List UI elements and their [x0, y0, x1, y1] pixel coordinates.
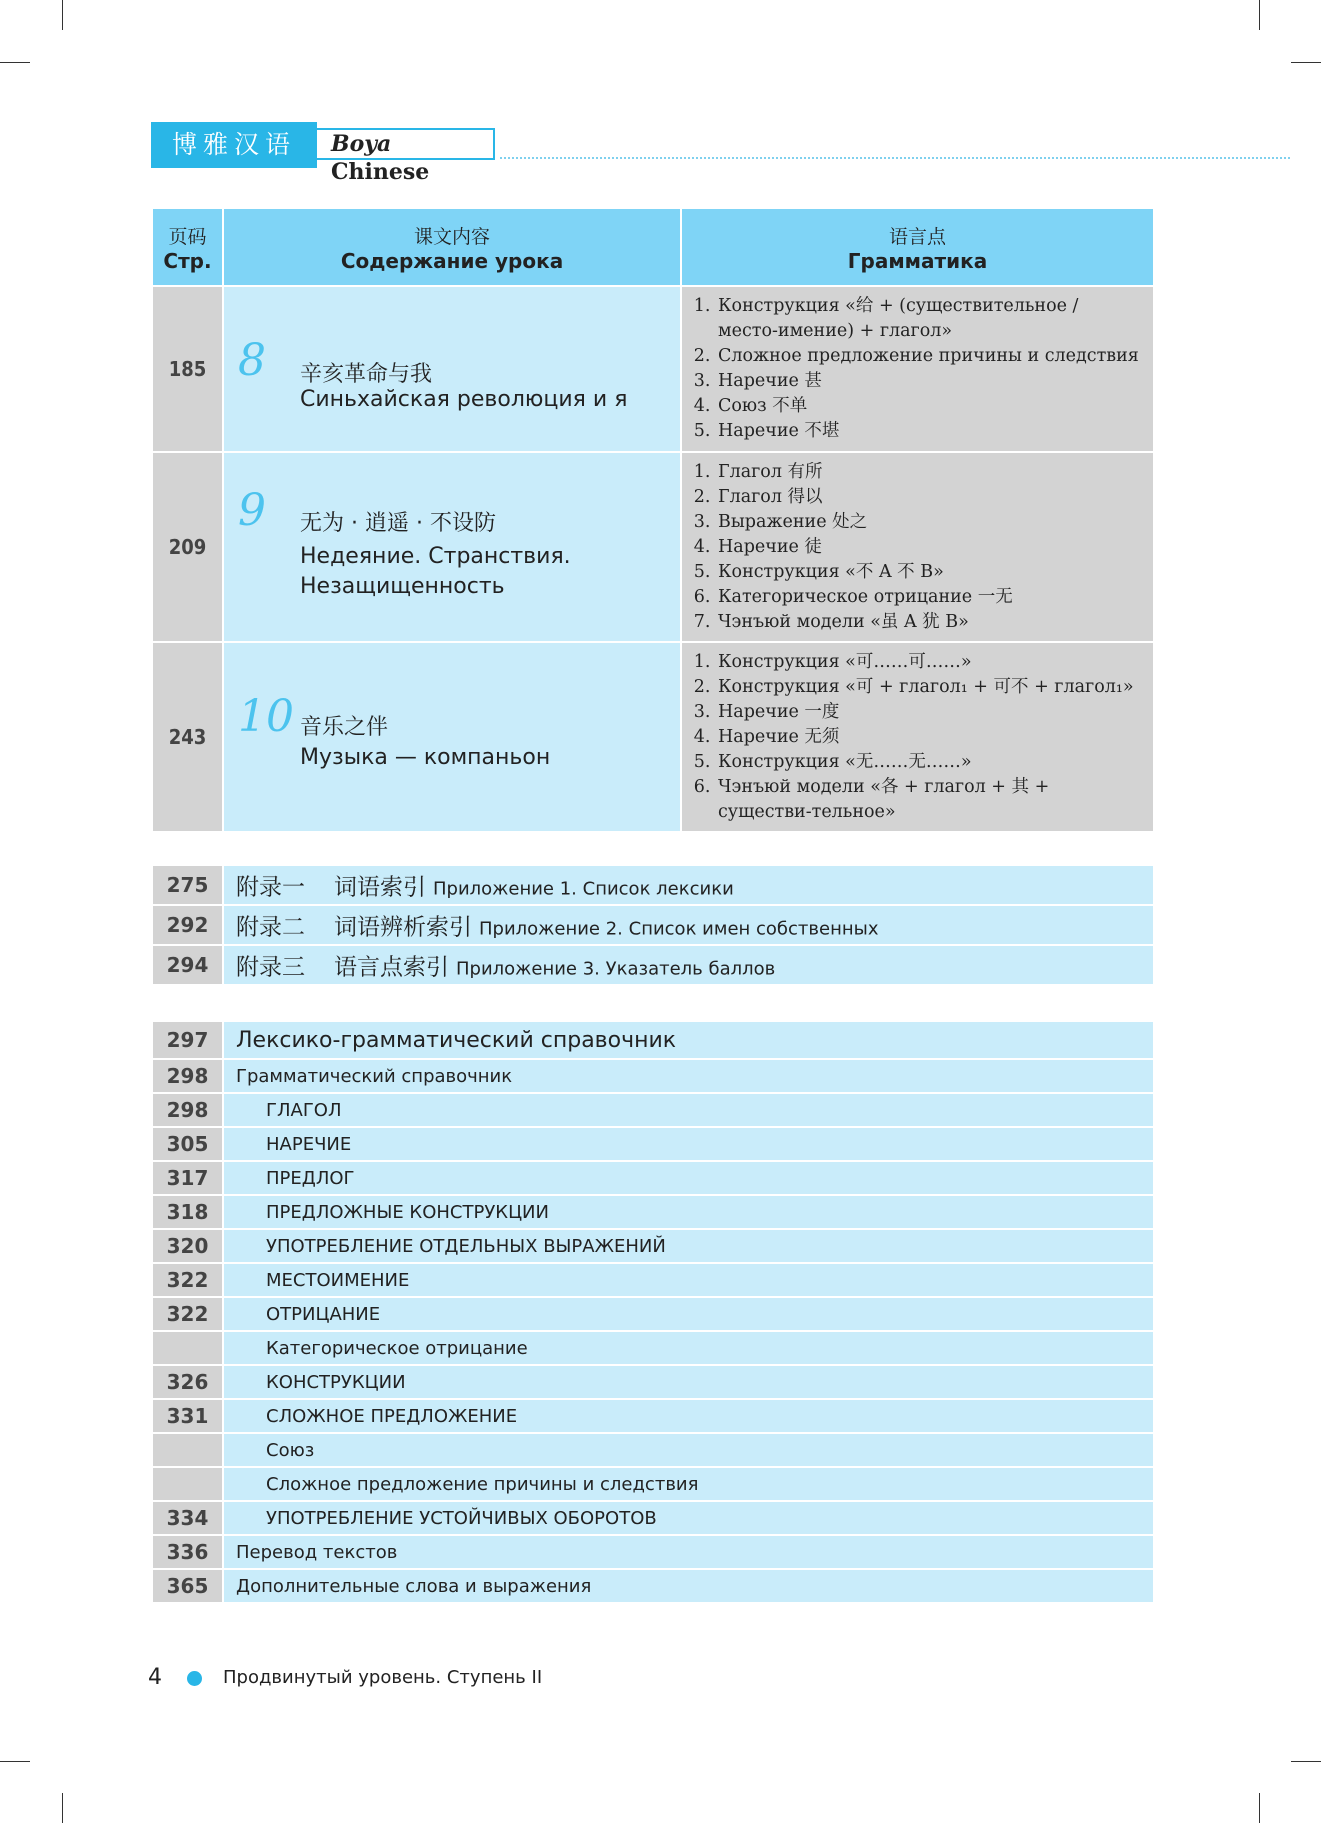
reference-page-number[interactable]: 336	[152, 1535, 223, 1569]
grammar-list	[682, 454, 1153, 641]
appendix-title-russian: Приложение 2. Список имен собственных	[479, 918, 879, 940]
lesson-title-russian: Незащищенность	[300, 574, 505, 599]
reference-row	[152, 1093, 1154, 1127]
reference-entry: Сложное предложение причины и следствия	[223, 1467, 1154, 1501]
appendix-label: 附录一	[236, 874, 305, 901]
content-column-header: 课文内容 Содержание урока	[223, 208, 681, 286]
grammar-list	[682, 644, 1153, 831]
appendix-row	[152, 905, 1154, 945]
reference-entry: Грамматический справочник	[223, 1059, 1154, 1093]
reference-entry: Союз	[223, 1433, 1154, 1467]
reference-row	[152, 1399, 1154, 1433]
lesson-title-chinese: 音乐之伴	[300, 715, 389, 740]
grammar-item: 6. Чэнъюй модели «各 + глагол + 其 + существи-тельное»	[716, 775, 1143, 825]
reference-page-number[interactable]: 298	[152, 1093, 223, 1127]
lesson-grammar	[681, 286, 1154, 452]
reference-row	[152, 1467, 1154, 1501]
reference-entry: ОТРИЦАНИЕ	[223, 1297, 1154, 1331]
grammar-item: 3. Выражение 处之	[716, 510, 1143, 535]
grammar-column-header: 语言点 Грамматика	[681, 208, 1154, 286]
grammar-item: 4. Наречие 徒	[716, 535, 1143, 560]
grammar-item: 3. Наречие 甚	[716, 369, 1143, 394]
appendix-title-chinese: 词语索引	[334, 874, 426, 901]
lesson-grammar	[681, 452, 1154, 642]
series-title-english	[317, 128, 495, 185]
reference-page-number[interactable]: 318	[152, 1195, 223, 1229]
lesson-row	[152, 642, 1154, 832]
crop-mark	[0, 1761, 30, 1762]
header-dotted-rule	[500, 157, 1290, 159]
appendix-row	[152, 865, 1154, 905]
reference-entry: Категорическое отрицание	[223, 1331, 1154, 1365]
reference-entry: УПОТРЕБЛЕНИЕ УСТОЙЧИВЫХ ОБОРОТОВ	[223, 1501, 1154, 1535]
lesson-page-number[interactable]: 185	[152, 286, 223, 452]
reference-entry: КОНСТРУКЦИИ	[223, 1365, 1154, 1399]
lesson-title-russian: Недеяние. Странствия.	[300, 544, 571, 569]
page-number: 4	[148, 1665, 162, 1690]
appendix-title	[334, 869, 734, 902]
appendices-table	[151, 864, 1155, 986]
reference-entry: Дополнительные слова и выражения	[223, 1569, 1154, 1603]
crop-mark	[0, 62, 30, 63]
reference-page-number	[152, 1433, 223, 1467]
reference-entry: Перевод текстов	[223, 1535, 1154, 1569]
reference-page-number[interactable]: 331	[152, 1399, 223, 1433]
crop-mark	[1259, 0, 1260, 30]
table-header-row	[152, 208, 1154, 286]
lesson-page-number[interactable]: 209	[152, 452, 223, 642]
crop-mark	[1259, 1793, 1260, 1823]
appendix-title	[334, 909, 878, 942]
appendix-title-chinese: 语言点索引	[334, 954, 449, 981]
appendix-label: 附录二	[236, 914, 305, 941]
appendix-row	[152, 945, 1154, 985]
reference-entry: СЛОЖНОЕ ПРЕДЛОЖЕНИЕ	[223, 1399, 1154, 1433]
lesson-content	[223, 286, 681, 452]
reference-page-number[interactable]: 297	[152, 1021, 223, 1059]
grammar-item: 6. Категорическое отрицание 一无	[716, 585, 1143, 610]
reference-row	[152, 1365, 1154, 1399]
reference-page-number[interactable]: 322	[152, 1263, 223, 1297]
lesson-title-russian: Музыка — компаньон	[300, 745, 551, 770]
reference-page-number[interactable]: 334	[152, 1501, 223, 1535]
crop-mark	[1291, 1761, 1321, 1762]
crop-mark	[62, 1793, 63, 1823]
appendix-entry	[223, 905, 1154, 945]
reference-row	[152, 1331, 1154, 1365]
appendix-title-russian: Приложение 3. Указатель баллов	[456, 958, 776, 980]
lessons-table	[151, 207, 1155, 833]
appendix-entry	[223, 945, 1154, 985]
reference-page-number	[152, 1331, 223, 1365]
grammar-item: 1. Глагол 有所	[716, 460, 1143, 485]
grammar-item: 2. Глагол 得以	[716, 485, 1143, 510]
reference-page-number[interactable]: 365	[152, 1569, 223, 1603]
lesson-number: 8	[238, 335, 266, 386]
reference-row	[152, 1059, 1154, 1093]
reference-page-number[interactable]: 298	[152, 1059, 223, 1093]
lesson-title-russian: Синьхайская революция и я	[300, 387, 628, 412]
appendix-page-number[interactable]: 275	[152, 865, 223, 905]
reference-entry: Лексико-грамматический справочник	[223, 1021, 1154, 1059]
reference-entry: ПРЕДЛОЖНЫЕ КОНСТРУКЦИИ	[223, 1195, 1154, 1229]
reference-row	[152, 1297, 1154, 1331]
grammar-list	[682, 288, 1153, 450]
lesson-content	[223, 642, 681, 832]
grammar-item: 4. Союз 不单	[716, 394, 1143, 419]
lesson-grammar	[681, 642, 1154, 832]
reference-row	[152, 1021, 1154, 1059]
reference-page-number[interactable]: 317	[152, 1161, 223, 1195]
grammar-item: 7. Чэнъюй модели «虽 A 犹 B»	[716, 610, 1143, 635]
lesson-row	[152, 452, 1154, 642]
appendix-title-chinese: 词语辨析索引	[334, 914, 472, 941]
lesson-title-chinese: 辛亥革命与我	[300, 362, 433, 387]
grammar-item: 2. Конструкция «可 + глагол₁ + 可不 + глагол₁»	[716, 675, 1143, 700]
reference-entry: НАРЕЧИЕ	[223, 1127, 1154, 1161]
series-title-bold: Chinese	[331, 159, 430, 185]
reference-table	[151, 1020, 1155, 1604]
appendix-entry	[223, 865, 1154, 905]
appendix-title	[334, 949, 775, 982]
series-title-chinese: 博雅汉语	[151, 122, 317, 168]
lesson-row	[152, 286, 1154, 452]
reference-row	[152, 1263, 1154, 1297]
reference-page-number[interactable]: 320	[152, 1229, 223, 1263]
crop-mark	[62, 0, 63, 30]
reference-row	[152, 1433, 1154, 1467]
reference-row	[152, 1501, 1154, 1535]
lesson-page-number[interactable]: 243	[152, 642, 223, 832]
grammar-item: 1. Конструкция «给 + (существительное / место-имение) + глагол»	[716, 294, 1143, 344]
grammar-item: 5. Наречие 不堪	[716, 419, 1143, 444]
reference-entry: УПОТРЕБЛЕНИЕ ОТДЕЛЬНЫХ ВЫРАЖЕНИЙ	[223, 1229, 1154, 1263]
reference-row	[152, 1535, 1154, 1569]
reference-page-number[interactable]: 322	[152, 1297, 223, 1331]
reference-entry: МЕСТОИМЕНИЕ	[223, 1263, 1154, 1297]
lesson-content	[223, 452, 681, 642]
grammar-item: 2. Сложное предложение причины и следствия	[716, 344, 1143, 369]
grammar-item: 3. Наречие 一度	[716, 700, 1143, 725]
reference-entry: ГЛАГОЛ	[223, 1093, 1154, 1127]
reference-entry: ПРЕДЛОГ	[223, 1161, 1154, 1195]
reference-page-number	[152, 1467, 223, 1501]
reference-row	[152, 1195, 1154, 1229]
book-level-caption: Продвинутый уровень. Ступень II	[223, 1667, 543, 1688]
footer-bullet-icon	[187, 1671, 202, 1686]
reference-row	[152, 1161, 1154, 1195]
reference-row	[152, 1127, 1154, 1161]
lesson-number: 10	[238, 691, 294, 742]
page-column-header: 页码 Стр.	[152, 208, 223, 286]
appendix-label: 附录三	[236, 954, 305, 981]
series-title-italic: Boya	[331, 131, 392, 157]
appendix-page-number[interactable]: 294	[152, 945, 223, 985]
grammar-item: 4. Наречие 无须	[716, 725, 1143, 750]
appendix-title-russian: Приложение 1. Список лексики	[433, 878, 734, 900]
grammar-item: 5. Конструкция «不 A 不 B»	[716, 560, 1143, 585]
grammar-item: 1. Конструкция «可……可……»	[716, 650, 1143, 675]
lesson-number: 9	[238, 485, 266, 536]
reference-page-number[interactable]: 326	[152, 1365, 223, 1399]
appendix-page-number[interactable]: 292	[152, 905, 223, 945]
lesson-title-chinese: 无为 · 逍遥 · 不设防	[300, 511, 496, 536]
reference-row	[152, 1229, 1154, 1263]
reference-row	[152, 1569, 1154, 1603]
crop-mark	[1291, 62, 1321, 63]
reference-page-number[interactable]: 305	[152, 1127, 223, 1161]
grammar-item: 5. Конструкция «无……无……»	[716, 750, 1143, 775]
